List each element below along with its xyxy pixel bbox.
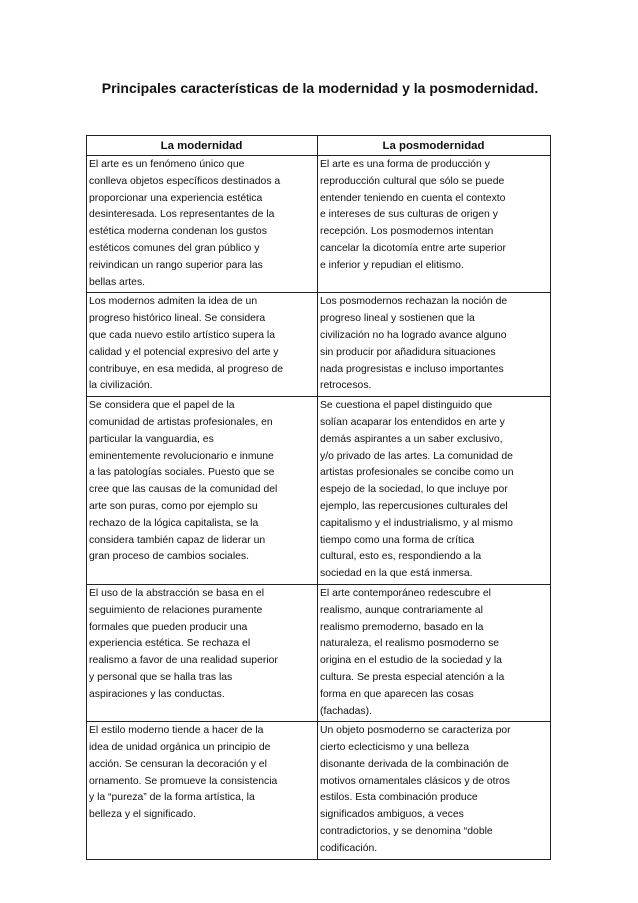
table-row (87, 293, 551, 397)
column-header-posmodernidad: La posmodernidad (318, 136, 551, 156)
modernidad-cell: El uso de la abstracción se basa en el seguimiento de relaciones puramente formales que pueden producir una experiencia estética. Se rechaza el realismo a favor de una realidad superior y personal que se halla tras las aspiraciones y las conductas. (87, 584, 318, 721)
table-header-row (87, 136, 551, 156)
table-row (87, 722, 551, 859)
modernidad-cell: Los modernos admiten la idea de un progreso histórico lineal. Se considera que cada nuevo estilo artístico supera la calidad y el potencial expresivo del arte y contribuye, en esa medida, al progreso de la civilización. (87, 293, 318, 397)
posmodernidad-cell: El arte es una forma de producción y reproducción cultural que sólo se puede entender teniendo en cuenta el contexto e intereses de sus culturas de origen y recepción. Los posmodernos intentan cancelar la dicotomía entre arte superior e inferior y repudian el elitismo. (318, 156, 551, 293)
comparison-table (86, 135, 551, 860)
posmodernidad-cell: El arte contemporáneo redescubre el realismo, aunque contrariamente al realismo premoderno, basado en la naturaleza, el realismo posmoderno se origina en el estudio de la sociedad y la cultura. Se presta especial atención a la forma en que aparecen las cosas (fachadas). (318, 584, 551, 721)
column-header-modernidad: La modernidad (87, 136, 318, 156)
posmodernidad-cell: Los posmodernos rechazan la noción de progreso lineal y sostienen que la civilización no ha logrado avance alguno sin producir por añadidura situaciones nada progresistas e incluso importantes retrocesos. (318, 293, 551, 397)
modernidad-cell: El estilo moderno tiende a hacer de la idea de unidad orgánica un principio de acción. Se censuran la decoración y el ornamento. Se promueve la consistencia y la “pureza” de la forma artística, la belleza y el significado. (87, 722, 318, 859)
table-row (87, 397, 551, 585)
posmodernidad-cell: Se cuestiona el papel distinguido que solían acaparar los entendidos en arte y demás aspirantes a un saber exclusivo, y/o privado de las artes. La comunidad de artistas profesionales se concibe como un espejo de la sociedad, lo que incluye por ejemplo, las repercusiones culturales del capitalismo y el industrialismo, y al mismo tiempo como una forma de crítica cultural, esto es, respondiendo a la sociedad en la que está inmersa. (318, 397, 551, 585)
page-title: Principales características de la modernidad y la posmodernidad. (101, 80, 539, 96)
table-row (87, 156, 551, 293)
modernidad-cell: Se considera que el papel de la comunidad de artistas profesionales, en particular la vanguardia, es eminentemente revolucionario e inmune a las patologías sociales. Puesto que se cree que las causas de la comunidad del arte son puras, como por ejemplo su rechazo de la lógica capitalista, se la considera también capaz de liderar un gran proceso de cambios sociales. (87, 397, 318, 585)
table-row (87, 584, 551, 721)
modernidad-cell: El arte es un fenómeno único que conlleva objetos específicos destinados a proporcionar una experiencia estética desinteresada. Los representantes de la estética moderna condenan los gustos estéticos comunes del gran público y reivindican un rango superior para las bellas artes. (87, 156, 318, 293)
posmodernidad-cell: Un objeto posmoderno se caracteriza por cierto eclecticismo y una belleza disonante derivada de la combinación de motivos ornamentales clásicos y de otros estilos. Esta combinación produce significados ambiguos, a veces contradictorios, y se denomina “doble codificación. (318, 722, 551, 859)
